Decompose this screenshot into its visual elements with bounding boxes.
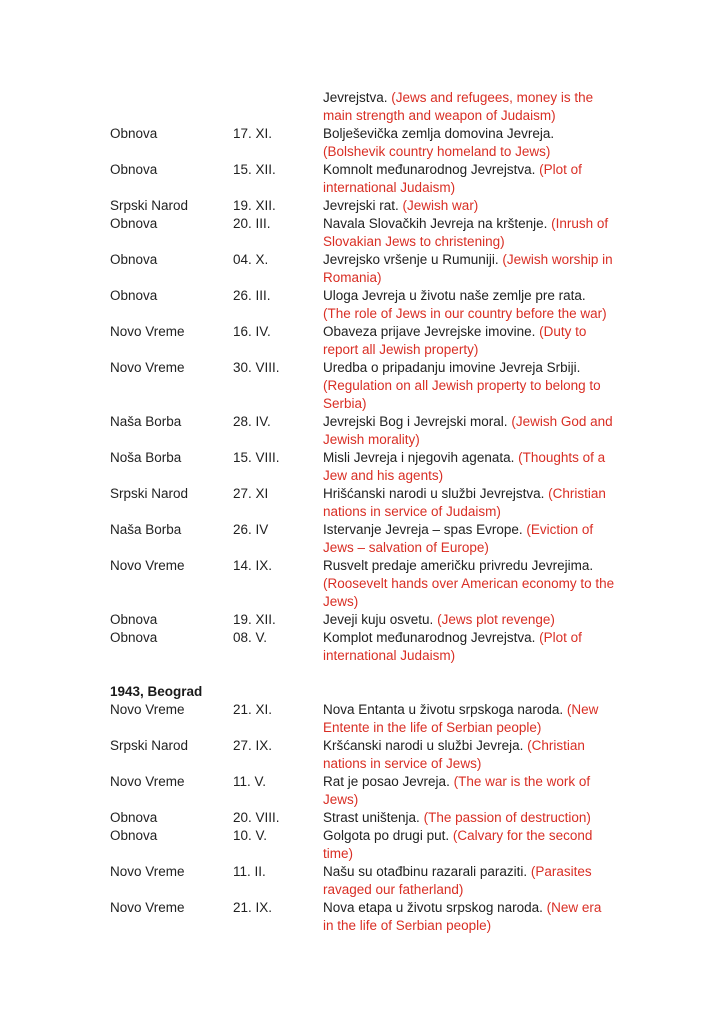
section-heading: 1943, Beograd [110,684,203,699]
newspaper-cell: Novo Vreme [110,900,185,915]
newspaper-cell: Naša Borba [110,522,182,537]
entry-row [110,161,615,197]
entry-row [110,197,615,215]
translation-text: (The passion of destruction) [423,810,591,825]
title-cell [323,197,615,215]
title-text: Misli Jevreja i njegovih agenata. [323,450,515,465]
newspaper-cell: Srpski Narod [110,486,189,501]
translation-text: (Jewish worship in Romania) [323,252,613,285]
press-articles-list [110,89,615,935]
entry-row [110,359,615,413]
date-cell: 28. IV. [233,414,271,429]
title-cell [323,611,615,629]
section-1943-beograd [110,683,615,935]
entry-row [110,251,615,287]
translation-text: (Bolshevik country homeland to Jews) [323,144,551,159]
date-cell: 30. VIII. [233,360,280,375]
newspaper-cell: Novo Vreme [110,558,185,573]
entry-row [110,287,615,323]
title-text: Uloga Jevreja u životu naše zemlje pre rata. [323,288,586,303]
date-cell: 21. IX. [233,900,273,915]
title-cell [323,629,615,665]
entry-row [110,521,615,557]
title-text: Rusvelt predaje američku privredu Jevrejima. [323,558,594,573]
title-cell [323,773,615,809]
title-text: Jevrejsko vršenje u Rumuniji. [323,252,499,267]
newspaper-cell: Naša Borba [110,414,182,429]
date-cell: 11. V. [233,774,267,789]
title-cell [323,323,615,359]
title-text: Uredba o pripadanju imovine Jevreja Srbiji. [323,360,581,375]
title-cell [323,359,615,413]
entry-row [110,557,615,611]
newspaper-cell: Obnova [110,630,158,645]
translation-text: (Parasites ravaged our fatherland) [323,864,592,897]
newspaper-cell: Srpski Narod [110,738,189,753]
date-cell: 27. IX. [233,738,273,753]
entry-row [110,611,615,629]
newspaper-cell: Novo Vreme [110,360,185,375]
date-cell: 20. III. [233,216,271,231]
date-cell: 10. V. [233,828,268,843]
title-cell [323,899,615,935]
title-text: Kršćanski narodi u službi Jevreja. [323,738,524,753]
title-cell [323,413,615,449]
newspaper-cell: Novo Vreme [110,864,185,879]
newspaper-cell: Obnova [110,252,158,267]
translation-text: (Thoughts of a Jew and his agents) [323,450,606,483]
entry-row [110,629,615,665]
newspaper-cell: Obnova [110,162,158,177]
date-cell: 04. X. [233,252,269,267]
section-1942 [110,89,615,665]
title-cell [323,737,615,773]
translation-text: (Inrush of Slovakian Jews to christening) [323,216,609,249]
title-cell [323,161,615,197]
translation-text: (Regulation on all Jewish property to belong to Serbia) [323,378,601,411]
translation-text: (Jews plot revenge) [437,612,555,627]
title-cell [323,827,615,863]
newspaper-cell: Obnova [110,828,158,843]
date-cell: 19. XII. [233,612,276,627]
newspaper-cell: Obnova [110,612,158,627]
title-text: Hrišćanski narodi u službi Jevrejstva. [323,486,545,501]
entry-row [110,863,615,899]
newspaper-cell: Novo Vreme [110,774,185,789]
translation-text: (Christian nations in service of Judaism) [323,486,606,519]
title-text: Našu su otađbinu razarali paraziti. [323,864,528,879]
entry-row [110,485,615,521]
title-cell [323,287,615,323]
entry-row [110,413,615,449]
title-text: Golgota po drugi put. [323,828,450,843]
entry-row [110,323,615,359]
translation-text: (Jewish war) [402,198,479,213]
entry-row [110,125,615,161]
entry-row [110,827,615,863]
title-cell [323,557,615,611]
newspaper-cell: Noša Borba [110,450,182,465]
translation-text: (The role of Jews in our country before the war) [323,306,607,321]
translation-text: (Duty to report all Jewish property) [323,324,587,357]
newspaper-cell: Obnova [110,288,158,303]
date-cell: 26. III. [233,288,271,303]
translation-text: (The war is the work of Jews) [323,774,591,807]
newspaper-cell: Obnova [110,126,158,141]
title-text: Rat je posao Jevreja. [323,774,450,789]
entry-row [110,737,615,773]
translation-text: (Eviction of Jews – salvation of Europe) [323,522,594,555]
date-cell: 20. VIII. [233,810,280,825]
title-cell [323,449,615,485]
title-cell [323,215,615,251]
entry-row [110,809,615,827]
entry-row [110,773,615,809]
title-cell [323,251,615,287]
date-cell: 17. XI. [233,126,273,141]
entry-row [110,215,615,251]
date-cell: 27. XI [233,486,269,501]
title-cell [323,89,615,125]
title-cell [323,809,615,827]
title-text: Navala Slovačkih Jevreja na krštenje. [323,216,548,231]
title-text: Komnolt međunarodnog Jevrejstva. [323,162,536,177]
title-text: Jevrejstva. [323,90,388,105]
translation-text: (Christian nations in service of Jews) [323,738,585,771]
title-cell [323,863,615,899]
date-cell: 21. XI. [233,702,273,717]
translation-text: (Jews and refugees, money is the main strength and weapon of Judaism) [323,90,594,123]
entry-row [110,701,615,737]
translation-text: (Calvary for the second time) [323,828,593,861]
newspaper-cell: Obnova [110,810,158,825]
translation-text: (New Entente in the life of Serbian people) [323,702,599,735]
date-cell: 26. IV [233,522,269,537]
title-text: Komplot međunarodnog Jevrejstva. [323,630,536,645]
newspaper-cell: Obnova [110,216,158,231]
date-cell: 16. IV. [233,324,271,339]
date-cell [233,89,323,125]
title-text: Nova Entanta u životu srpskoga naroda. [323,702,564,717]
date-cell: 11. II. [233,864,266,879]
title-text: Jevrejski Bog i Jevrejski moral. [323,414,508,429]
entry-row [110,89,615,125]
entry-row [110,449,615,485]
title-cell [323,521,615,557]
title-text: Strast uništenja. [323,810,420,825]
title-text: Jeveji kuju osvetu. [323,612,434,627]
newspaper-cell: Novo Vreme [110,324,185,339]
title-text: Istervanje Jevreja – spas Evrope. [323,522,523,537]
translation-text: (Plot of international Judaism) [323,630,582,663]
date-cell: 14. IX. [233,558,273,573]
title-text: Obaveza prijave Jevrejske imovine. [323,324,536,339]
translation-text: (Jewish God and Jewish morality) [323,414,613,447]
title-cell [323,701,615,737]
date-cell: 19. XII. [233,198,276,213]
translation-text: (Plot of international Judaism) [323,162,582,195]
title-text: Nova etapa u životu srpskog naroda. [323,900,543,915]
translation-text: (Roosevelt hands over American economy to the Jews) [323,576,615,609]
newspaper-cell: Srpski Narod [110,198,189,213]
title-text: Jevrejski rat. [323,198,399,213]
title-text: Bolješevička zemlja domovina Jevreja. [323,126,555,141]
title-cell [323,125,615,161]
date-cell: 15. VIII. [233,450,280,465]
entry-row [110,899,615,935]
date-cell: 15. XII. [233,162,276,177]
newspaper-cell: Novo Vreme [110,702,185,717]
translation-text: (New era in the life of Serbian people) [323,900,602,933]
newspaper-cell [110,89,233,125]
title-cell [323,485,615,521]
date-cell: 08. V. [233,630,268,645]
